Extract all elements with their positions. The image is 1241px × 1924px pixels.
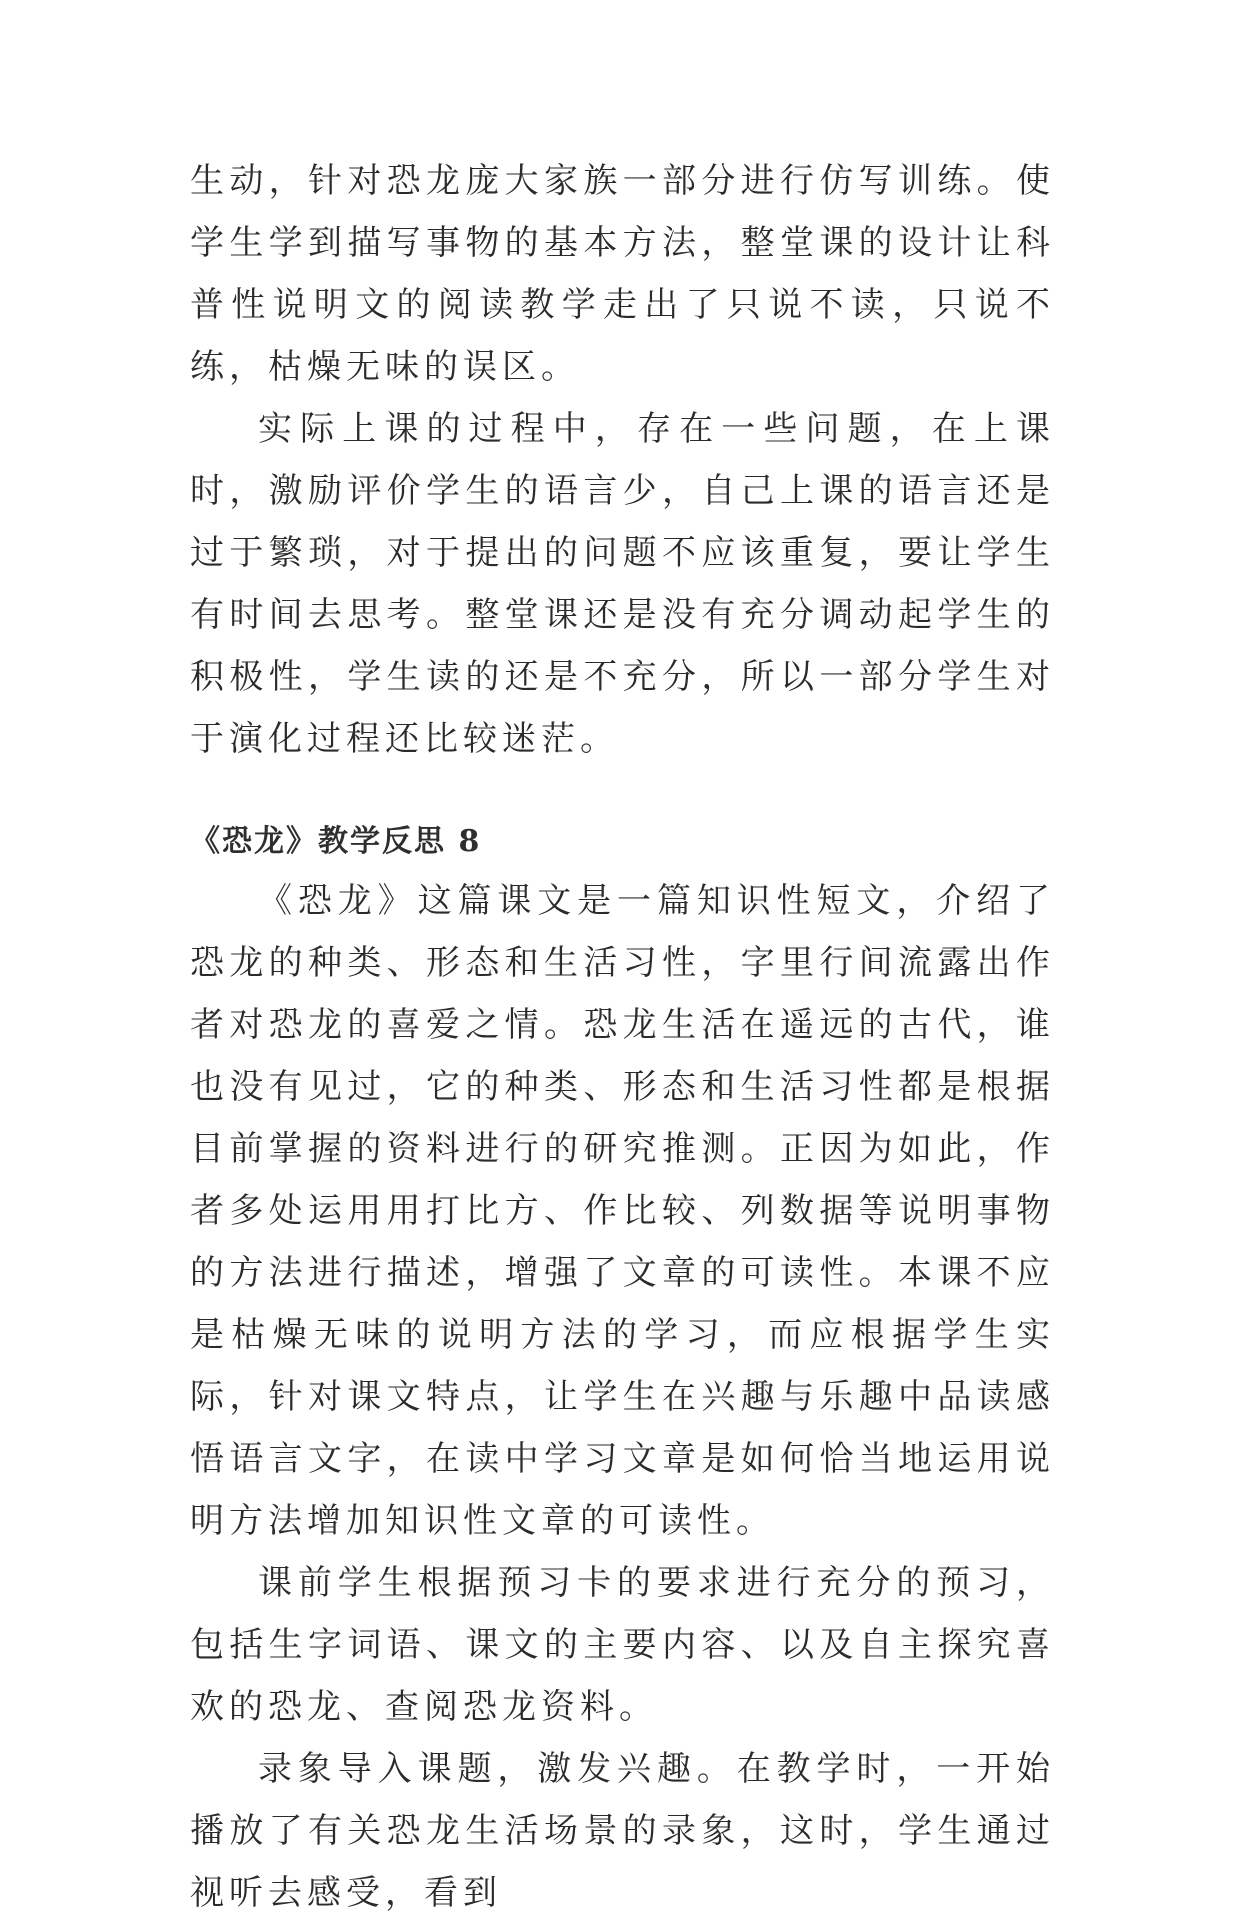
section-title: 《恐龙》教学反思 8 xyxy=(190,824,482,859)
document-body xyxy=(190,150,1055,1924)
paragraph-lesson-issues: 实际上课的过程中，存在一些问题，在上课时，激励评价学生的语言少，自己上课的语言还是过于繁琐，对于提出的问题不应该重复，要让学生有时间去思考。整堂课还是没有充分调动起学生的积极性，学生读的还是不充分，所以一部分学生对于演化过程还比较迷茫。 xyxy=(190,409,1055,759)
paragraph-text-intro: 《恐龙》这篇课文是一篇知识性短文，介绍了恐龙的种类、形态和生活习性，字里行间流露出作者对恐龙的喜爱之情。恐龙生活在遥远的古代，谁也没有见过，它的种类、形态和生活习性都是根据目前掌握的资料进行的研究推测。正因为如此，作者多处运用用打比方、作比较、列数据等说明事物的方法进行描述，增强了文章的可读性。本课不应是枯燥无味的说明方法的学习，而应根据学生实际，针对课文特点，让学生在兴趣与乐趣中品读感悟语言文字，在读中学习文章是如何恰当地运用说明方法增加知识性文章的可读性。 xyxy=(190,881,1055,1541)
section-spacer xyxy=(190,770,1055,814)
paragraph-continuation: 生动，针对恐龙庞大家族一部分进行仿写训练。使学生学到描写事物的基本方法，整堂课的设计让科普性说明文的阅读教学走出了只说不读，只说不练，枯燥无味的误区。 xyxy=(190,161,1055,387)
paragraph-video-intro: 录象导入课题，激发兴趣。在教学时，一开始播放了有关恐龙生活场景的录象，这时，学生通过视听去感受，看到 xyxy=(190,1749,1055,1913)
paragraph-preview: 课前学生根据预习卡的要求进行充分的预习，包括生字词语、课文的主要内容、以及自主探究喜欢的恐龙、查阅恐龙资料。 xyxy=(190,1563,1055,1727)
